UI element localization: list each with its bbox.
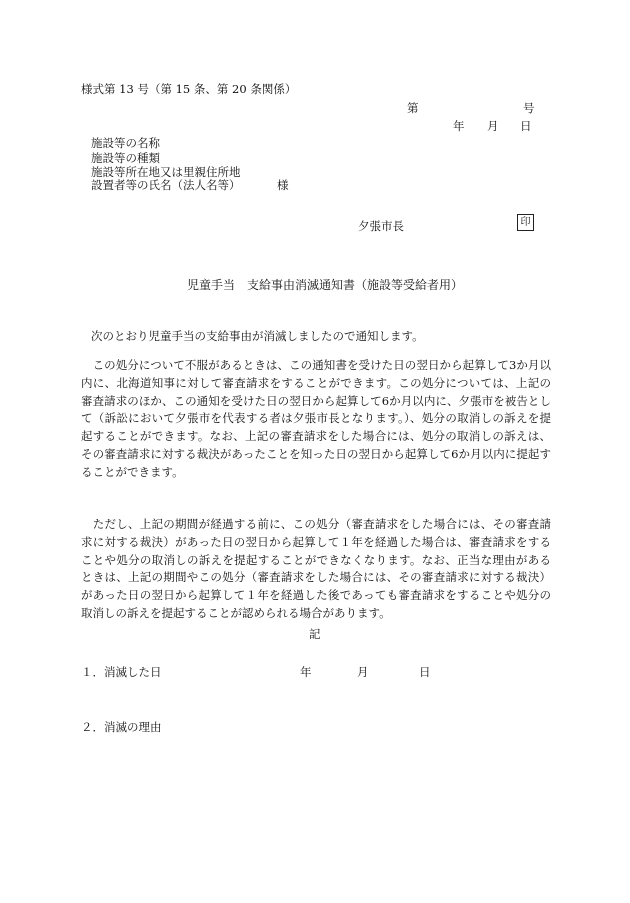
item-extinction-date-day: 日 — [419, 665, 431, 679]
issuer-name: 夕張市長 — [358, 219, 404, 233]
paragraph-text: ただし、上記の期間が経過する前に、この処分（審査請求をした場合には、その審査請求に対する裁決）があった日の翌日から起算して１年を経過した場合は、審査請求をすることや処分の取消しの訴えを提起することができなくなります。なお、正当な理由があるときは、上記の期間やこの処分（審査請求をした場合には、その審査請求に対する裁決）があった日の翌日から起算して１年を経過した後であっても審査請求をすることや処分の取消しの訴えを提起することが認められる場合があります。 — [81, 517, 551, 620]
seal-mark: 印 — [517, 214, 534, 231]
item-extinction-date-month: 月 — [357, 665, 369, 679]
item-extinction-date-year: 年 — [300, 665, 312, 679]
document-number-prefix: 第 — [407, 101, 419, 115]
paragraph-text: この処分について不服があるときは、この通知書を受けた日の翌日から起算して3か月以内に、北海道知事に対して審査請求をすることができます。この処分については、上記の審査請求のほか、この通知を受けた日の翌日から起算して6か月以内に、夕張市を被告として（訴訟において夕張市を代表する者は夕張市長となります。）、処分の取消しの訴えを提起することができます。なお、上記の審査請求をした場合には、処分の取消しの訴えは、その審査請求に対する裁決があったことを知った日の翌日から起算して6か月以内に提起することができます。 — [81, 358, 551, 479]
intro-sentence: 次のとおり児童手当の支給事由が消滅しましたので通知します。 — [91, 329, 424, 343]
item-extinction-date-label: １．消滅した日 — [81, 665, 162, 679]
issue-date-year: 年 — [453, 119, 465, 133]
recipient-honorific: 様 — [277, 178, 289, 192]
recipient-facility-address: 施設等所在地又は里親住所地 — [91, 165, 241, 179]
issue-date-day: 日 — [520, 119, 532, 133]
recipient-founder-name: 設置者等の氏名（法人名等） — [91, 178, 241, 192]
document-title: 児童手当 支給事由消滅通知書（施設等受給者用） — [187, 278, 464, 292]
form-number: 様式第 13 号（第 15 条、第 20 条関係） — [81, 82, 297, 96]
item-extinction-reason-label: ２．消滅の理由 — [81, 720, 162, 734]
issue-date-month: 月 — [487, 119, 499, 133]
ki-heading: 記 — [309, 627, 321, 641]
appeal-notice-paragraph-1 — [81, 357, 551, 482]
appeal-notice-paragraph-2 — [81, 516, 551, 623]
recipient-facility-name: 施設等の名称 — [91, 136, 160, 150]
document-number-suffix: 号 — [523, 101, 535, 115]
recipient-facility-type: 施設等の種類 — [91, 151, 160, 165]
